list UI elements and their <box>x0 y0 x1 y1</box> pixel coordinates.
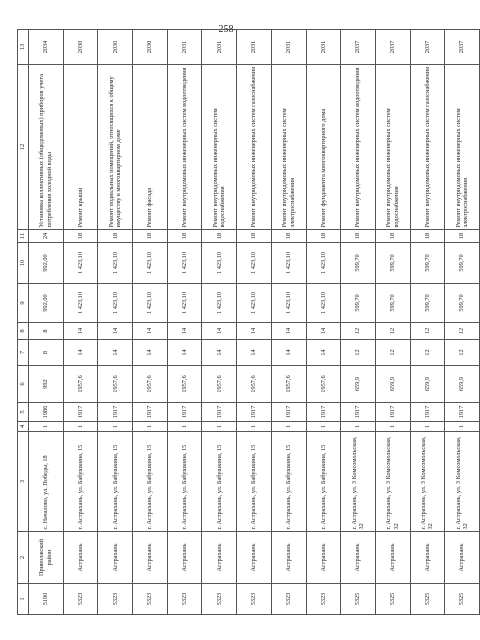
table-body <box>18 30 480 615</box>
table-cell: 1 423,10 <box>63 284 98 323</box>
header-cell: 10 <box>18 243 29 284</box>
table-cell: 1 423,10 <box>63 243 98 284</box>
table-cell: 1917 <box>306 403 341 422</box>
table-cell: Ремонт внутридомовых инженерных систем водоснабжения <box>202 65 237 230</box>
table-cell: 659,9 <box>410 366 445 403</box>
table-cell: 1 423,10 <box>167 284 202 323</box>
table-cell: 599,70 <box>445 243 480 284</box>
table-cell: 1 <box>271 422 306 432</box>
table-cell: 1917 <box>133 403 168 422</box>
table-cell: 2037 <box>341 30 376 65</box>
table-cell: 1 <box>341 422 376 432</box>
table-cell: Установка коллективных (общедомовых) приборов учета потребления холодной воды <box>29 65 64 230</box>
table-cell: 1 <box>133 422 168 432</box>
table-cell: 5323 <box>202 584 237 615</box>
table-cell: 8 <box>29 340 64 366</box>
table-cell: Ремонт внутридомовых инженерных систем электроснабжения <box>271 65 306 230</box>
table-cell: 1957,6 <box>237 366 272 403</box>
table-cell: 12 <box>410 323 445 340</box>
table-cell: 1 <box>63 422 98 432</box>
table-cell: 14 <box>306 323 341 340</box>
header-cell: 8 <box>18 323 29 340</box>
header-row <box>18 30 29 615</box>
table-cell: 14 <box>306 340 341 366</box>
table-cell: 14 <box>98 340 133 366</box>
table-cell: 12 <box>341 340 376 366</box>
table-cell: 2030 <box>98 30 133 65</box>
table-cell: 1957,6 <box>167 366 202 403</box>
table-cell: 1 <box>29 422 64 432</box>
table-row <box>410 30 445 615</box>
header-cell: 9 <box>18 284 29 323</box>
table-row <box>375 30 410 615</box>
table-cell: 5323 <box>271 584 306 615</box>
table-cell: 18 <box>271 230 306 243</box>
table-cell: 12 <box>341 323 376 340</box>
table-cell: 5323 <box>98 584 133 615</box>
table-cell: 1 <box>375 422 410 432</box>
table-cell: 1957,6 <box>98 366 133 403</box>
table-cell: г. Астрахань, ул. Бабушкина, 15 <box>306 432 341 532</box>
table-cell: Астрахань <box>306 532 341 584</box>
table-cell: 1 423,10 <box>237 243 272 284</box>
table-cell: Ремонт внутридомовых инженерных систем водоотведения <box>341 65 376 230</box>
table-cell: г. Астрахань, ул. 3 Комсомольская, 32 <box>410 432 445 532</box>
table-cell: 18 <box>202 230 237 243</box>
table-cell: 1917 <box>202 403 237 422</box>
rotated-table-container <box>17 30 470 615</box>
table-row <box>98 30 133 615</box>
table-cell: 599,70 <box>375 284 410 323</box>
table-cell: 1917 <box>271 403 306 422</box>
table-cell: 12 <box>445 323 480 340</box>
table-cell: 1 <box>410 422 445 432</box>
table-cell: 2037 <box>375 30 410 65</box>
header-cell: 5 <box>18 403 29 422</box>
table-cell: 12 <box>375 340 410 366</box>
table-cell: Ремонт внутридомовых инженерных систем электроснабжения <box>445 65 480 230</box>
header-cell: 6 <box>18 366 29 403</box>
table-cell: 599,70 <box>341 243 376 284</box>
table-cell: 1986 <box>29 403 64 422</box>
table-cell: 14 <box>237 323 272 340</box>
table-cell: г. Астрахань, ул. Бабушкина, 15 <box>133 432 168 532</box>
table-cell: 14 <box>202 340 237 366</box>
table-cell: 992,00 <box>29 284 64 323</box>
table-cell: 1917 <box>63 403 98 422</box>
table-cell: 659,9 <box>341 366 376 403</box>
table-cell: 659,9 <box>375 366 410 403</box>
table-row <box>167 30 202 615</box>
table-cell: Астрахань <box>63 532 98 584</box>
table-cell: 5325 <box>341 584 376 615</box>
table-cell: 14 <box>63 340 98 366</box>
header-cell: 7 <box>18 340 29 366</box>
table-cell: 5323 <box>167 584 202 615</box>
table-cell: 18 <box>410 230 445 243</box>
table-cell: 1 423,10 <box>237 284 272 323</box>
header-cell: 11 <box>18 230 29 243</box>
table-cell: г. Астрахань, ул. Бабушкина, 15 <box>202 432 237 532</box>
table-cell: 18 <box>375 230 410 243</box>
table-row <box>445 30 480 615</box>
table-cell: 18 <box>237 230 272 243</box>
table-cell: 8 <box>29 323 64 340</box>
table-cell: Ремонт внутридомовых инженерных систем газоснабжения <box>237 65 272 230</box>
table-cell: 1957,6 <box>133 366 168 403</box>
table-cell: 18 <box>445 230 480 243</box>
table-cell: 14 <box>167 323 202 340</box>
table-cell: 599,70 <box>445 284 480 323</box>
table-cell: 18 <box>341 230 376 243</box>
table-cell: Ремонт внутридомовых инженерных систем водоотведения <box>167 65 202 230</box>
table-cell: Астрахань <box>410 532 445 584</box>
table-cell: 1 <box>202 422 237 432</box>
table-cell: Астрахань <box>341 532 376 584</box>
table-cell: Астрахань <box>167 532 202 584</box>
table-cell: 1 423,10 <box>98 243 133 284</box>
table-row <box>306 30 341 615</box>
table-cell: 2031 <box>237 30 272 65</box>
table-cell: Астрахань <box>445 532 480 584</box>
table-cell: 1957,6 <box>202 366 237 403</box>
table-cell: Ремонт подвальных помещений, относящихся к общему имуществу в многоквартирном доме <box>98 65 133 230</box>
table-cell: 1917 <box>375 403 410 422</box>
table-cell: 12 <box>410 340 445 366</box>
table-cell: Ремонт внутридомовых инженерных систем водоснабжения <box>375 65 410 230</box>
table-cell: 14 <box>167 340 202 366</box>
table-cell: 1 423,10 <box>202 284 237 323</box>
header-cell: 4 <box>18 422 29 432</box>
table-cell: 599,70 <box>410 284 445 323</box>
table-cell: Приволжский район <box>29 532 64 584</box>
table-cell: 1 423,10 <box>271 243 306 284</box>
table-cell: Астрахань <box>98 532 133 584</box>
table-cell: 14 <box>133 340 168 366</box>
table-cell: Ремонт фасада <box>133 65 168 230</box>
table-cell: 1 <box>306 422 341 432</box>
table-row <box>63 30 98 615</box>
table-cell: 5323 <box>63 584 98 615</box>
table-cell: 2034 <box>29 30 64 65</box>
table-cell: 14 <box>133 323 168 340</box>
table-cell: Астрахань <box>375 532 410 584</box>
header-cell: 13 <box>18 30 29 65</box>
table-cell: 1957,6 <box>271 366 306 403</box>
table-cell: 5325 <box>375 584 410 615</box>
table-cell: 18 <box>167 230 202 243</box>
table-cell: 1 <box>98 422 133 432</box>
table-cell: 2031 <box>271 30 306 65</box>
table-cell: 1957,6 <box>306 366 341 403</box>
table-cell: 1917 <box>410 403 445 422</box>
table-cell: 1917 <box>341 403 376 422</box>
table-cell: г. Астрахань, ул. 3 Комсомольская, 32 <box>341 432 376 532</box>
table-cell: 14 <box>237 340 272 366</box>
table-cell: Астрахань <box>271 532 306 584</box>
table-cell: 14 <box>271 340 306 366</box>
table-cell: 1 423,10 <box>202 243 237 284</box>
table-cell: 1 <box>445 422 480 432</box>
table-cell: 14 <box>202 323 237 340</box>
table-cell: 1 <box>237 422 272 432</box>
table-cell: 24 <box>29 230 64 243</box>
table-cell: 5325 <box>410 584 445 615</box>
table-cell: 1 423,10 <box>98 284 133 323</box>
table-cell: 12 <box>445 340 480 366</box>
table-cell: г. Астрахань, ул. Бабушкина, 15 <box>63 432 98 532</box>
table-cell: 599,70 <box>410 243 445 284</box>
table-cell: г. Астрахань, ул. Бабушкина, 15 <box>167 432 202 532</box>
table-cell: 1 423,10 <box>271 284 306 323</box>
table-cell: 659,9 <box>445 366 480 403</box>
table-cell: 1 423,10 <box>306 284 341 323</box>
table-cell: 5323 <box>237 584 272 615</box>
table-cell: Ремонт внутридомовых инженерных систем газоснабжения <box>410 65 445 230</box>
table-cell: 5190 <box>29 584 64 615</box>
table-cell: 1 423,10 <box>306 243 341 284</box>
table-cell: 1917 <box>237 403 272 422</box>
table-cell: 1917 <box>445 403 480 422</box>
table-cell: 2030 <box>63 30 98 65</box>
table-cell: 1 423,10 <box>133 243 168 284</box>
table-cell: 1 <box>167 422 202 432</box>
table-cell: г. Астрахань, ул. Бабушкина, 15 <box>98 432 133 532</box>
table-cell: Ремонт крыши <box>63 65 98 230</box>
table-cell: 1917 <box>167 403 202 422</box>
table-cell: Астрахань <box>237 532 272 584</box>
header-cell: 12 <box>18 65 29 230</box>
table-cell: г. Астрахань, ул. 3 Комсомольская, 32 <box>375 432 410 532</box>
table-cell: 992,00 <box>29 243 64 284</box>
table-cell: 18 <box>306 230 341 243</box>
table-cell: 5323 <box>133 584 168 615</box>
repair-program-table <box>17 29 480 615</box>
table-cell: 5323 <box>306 584 341 615</box>
table-cell: 18 <box>98 230 133 243</box>
table-cell: 599,70 <box>375 243 410 284</box>
table-cell: 2030 <box>133 30 168 65</box>
header-cell: 3 <box>18 432 29 532</box>
table-cell: с. Началово, ул. Победы, 18 <box>29 432 64 532</box>
table-cell: г. Астрахань, ул. Бабушкина, 15 <box>237 432 272 532</box>
table-cell: 5325 <box>445 584 480 615</box>
header-cell: 1 <box>18 584 29 615</box>
table-cell: г. Астрахань, ул. 3 Комсомольская, 32 <box>445 432 480 532</box>
table-row <box>341 30 376 615</box>
table-cell: 1 423,10 <box>133 284 168 323</box>
table-row <box>271 30 306 615</box>
table-cell: 18 <box>133 230 168 243</box>
table-cell: Астрахань <box>133 532 168 584</box>
table-cell: 18 <box>63 230 98 243</box>
table-cell: г. Астрахань, ул. Бабушкина, 15 <box>271 432 306 532</box>
table-cell: 1 423,10 <box>167 243 202 284</box>
table-cell: 14 <box>271 323 306 340</box>
table-row <box>202 30 237 615</box>
table-cell: Ремонт фундамента многоквартирного дома <box>306 65 341 230</box>
table-cell: 14 <box>63 323 98 340</box>
table-cell: 14 <box>98 323 133 340</box>
table-row <box>237 30 272 615</box>
table-row <box>29 30 64 615</box>
table-cell: 2037 <box>410 30 445 65</box>
table-cell: 992 <box>29 366 64 403</box>
table-cell: 1957,6 <box>63 366 98 403</box>
table-cell: Астрахань <box>202 532 237 584</box>
table-cell: 2037 <box>445 30 480 65</box>
table-cell: 599,70 <box>341 284 376 323</box>
table-cell: 12 <box>375 323 410 340</box>
table-row <box>133 30 168 615</box>
table-cell: 2031 <box>306 30 341 65</box>
page-number: 258 <box>218 24 234 35</box>
table-cell: 2031 <box>167 30 202 65</box>
table-cell: 2031 <box>202 30 237 65</box>
table-cell: 1917 <box>98 403 133 422</box>
header-cell: 2 <box>18 532 29 584</box>
